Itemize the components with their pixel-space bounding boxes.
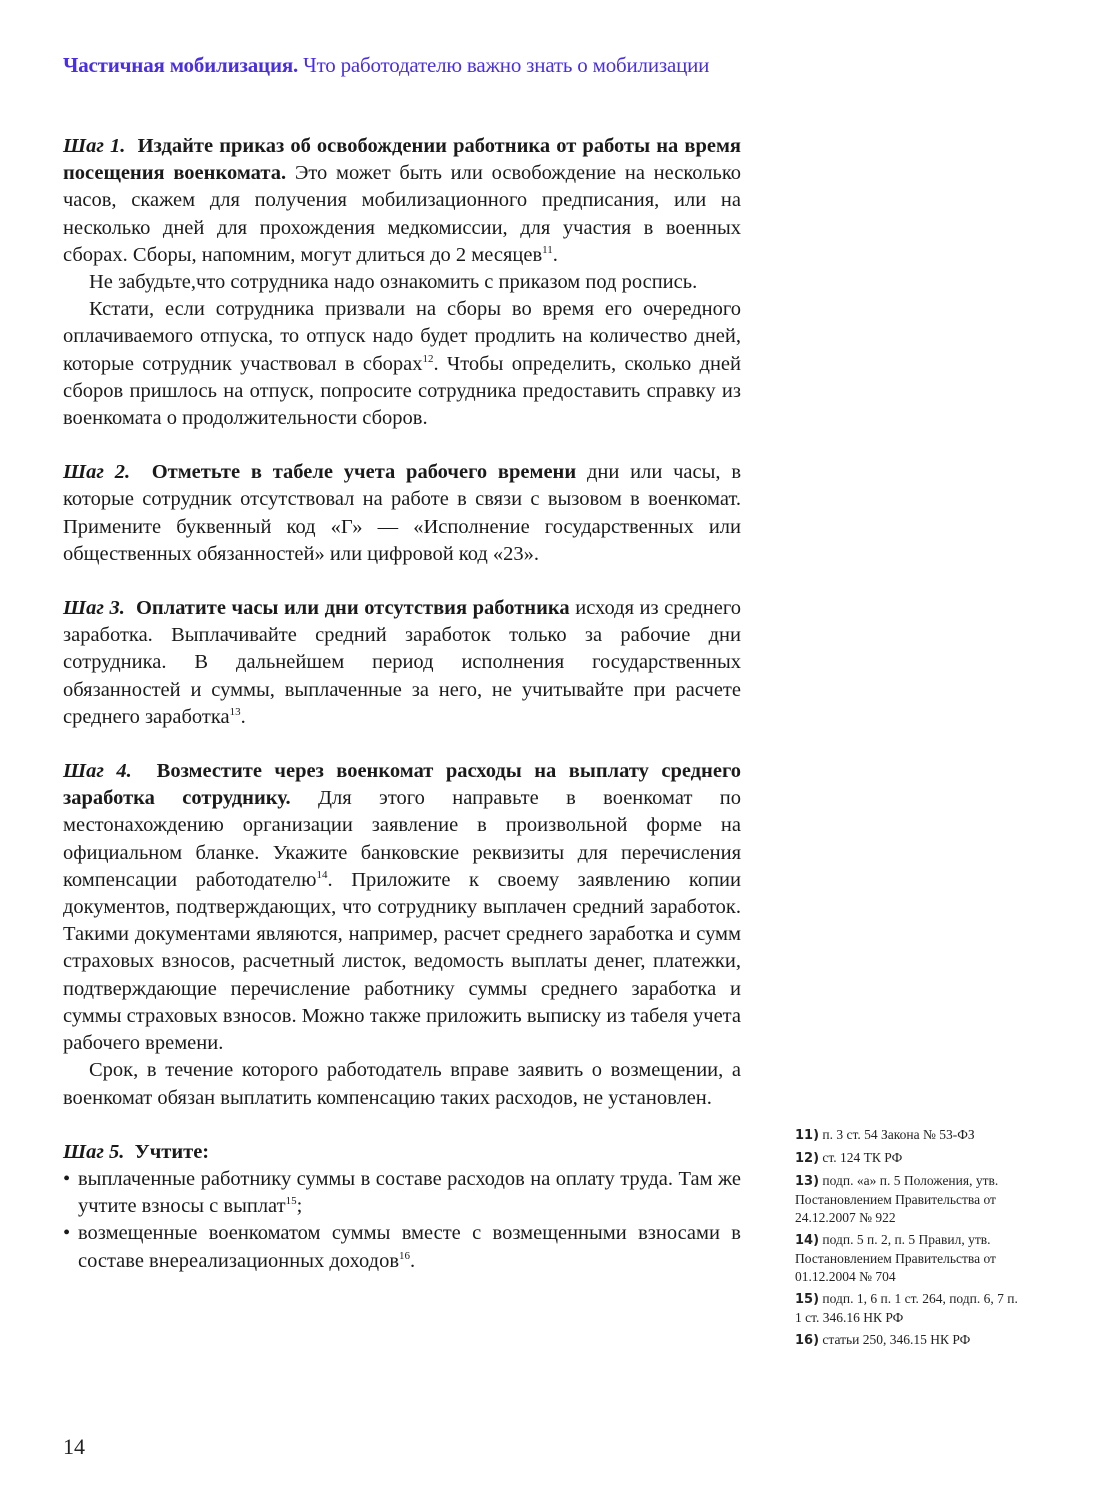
step-label: Шаг 5. — [63, 1140, 125, 1163]
footnote-ref[interactable]: 16 — [399, 1249, 411, 1262]
step-1-note: Не забудьте,что сотрудника надо ознакомить с приказом под роспись. — [89, 271, 698, 294]
main-text-column — [63, 133, 741, 1302]
footnote-ref[interactable]: 11 — [542, 243, 553, 256]
step-4-paragraph: Шаг 4. Возместите через военкомат расходы на выплату среднего заработка сотруднику. Для этого направьте в военкомат по местонахождению организации заявление в произвольной форме на официальном бланке. Укажите банковские реквизиты для перечисления компенсации работодателю$^{14}$. Приложите к своему заявлению копии документов, подтверждающих, что сотруднику выплачен средний заработок. Такими документами являются, например, расчет среднего заработка и сумм страховых взносов, расчетный листок, ведомость выплаты денег, платежки, подтверждающие перечисление работнику суммы среднего заработка и суммы страховых взносов. Можно также приложить выписку из табеля учета рабочего времени. — [63, 760, 742, 1055]
step-body: Для этого направьте в военкомат по местонахождению организации заявление в произвольной форме на официальном бланке. Укажите банковские реквизиты для перечисления компенсации работодателю — [63, 787, 742, 891]
list-item: • выплаченные работнику суммы в составе расходов на оплату труда. Там же учтите взносы с выплат$^{15}$; — [63, 1166, 741, 1220]
footnote-12: 12) ст. 124 ТК РФ — [795, 1150, 903, 1166]
step-label: Шаг 4. — [63, 760, 132, 783]
step-5-heading — [63, 1139, 741, 1166]
footnote-16: 16) статьи 250, 346.15 НК РФ — [795, 1332, 971, 1348]
footnote-ref[interactable]: 13 — [229, 705, 241, 718]
footnote-ref[interactable]: 15 — [285, 1195, 297, 1208]
footnote-ref[interactable]: 12 — [422, 352, 434, 365]
running-header — [63, 53, 709, 78]
step-body: Это может быть или освобождение на несколько часов, скажем для получения мобилизационного предписания, или на несколько дней для прохождения медкомиссии, для участия в военных сборах. Сборы, напомним, могут длиться до 2 месяцев — [63, 162, 741, 266]
step-2 — [63, 459, 741, 568]
step-4 — [63, 758, 741, 1112]
step-title: Отметьте в табеле учета рабочего времени — [151, 461, 577, 484]
step-title: Учтите: — [134, 1140, 210, 1163]
step-1 — [63, 133, 741, 432]
step-5 — [63, 1139, 741, 1275]
step-2-paragraph — [63, 459, 741, 568]
footnote-11: 11) п. 3 ст. 54 Закона № 53-ФЗ — [795, 1127, 975, 1143]
step-3 — [63, 595, 741, 731]
step-title: Издайте приказ об освобождении работника от работы на время посещения военкомата. — [63, 135, 742, 185]
footnote-15: 15) подп. 1, 6 п. 1 ст. 264, подп. 6, 7 п. 1 ст. 346.16 НК РФ — [795, 1291, 1018, 1325]
step-1-paragraph: Шаг 1. Издайте приказ об освобождении работника от работы на время посещения военкомата. Это может быть или освобождение на несколько часов, скажем для получения мобилизационного предписания, или на несколько дней для прохождения медкомиссии, для участия в военных сборах. Сборы, напомним, могут длиться до 2 месяцев$^{11}$. — [63, 135, 742, 266]
step-3-paragraph: Шаг 3. Оплатите часы или дни отсутствия работника исходя из среднего заработка. Выплачивайте средний заработок только за рабочие дни сотрудника. В дальнейшем период исполнения государственных обязанностей и суммы, выплаченные за него, не учитывайте при расчете среднего заработка$^{13}$. — [63, 597, 742, 728]
step-1-vacation-note: Кстати, если сотрудника призвали на сборы во время его очередного оплачиваемого отпуска, то отпуск надо будет продлить на количество дней, которые сотрудник участвовал в сборах$^{12}$. Чтобы определить, сколько дней сборов пришлось на отпуск, попросите сотрудника предоставить справку из военкомата о продолжительности сборов. — [63, 298, 741, 430]
step-4-deadline-note: Срок, в течение которого работодатель вправе заявить о возмещении, а военкомат обязан выплатить компенсацию таких расходов, не установлен. — [63, 1059, 741, 1109]
step-title: Оплатите часы или дни отсутствия работника — [135, 597, 570, 620]
step-body: дни или часы, в которые сотрудник отсутствовал на работе в связи с вызовом в военкомат. Примените буквенный код «Г» — «Исполнение государственных или общественных обязанностей» или цифровой код «23». — [63, 461, 742, 565]
footnote-14: 14) подп. 5 п. 2, п. 5 Правил, утв. Постановлением Правительства от 01.12.2004 № 704 — [795, 1232, 996, 1284]
header-document-title: Что работодателю важно знать о мобилизации — [303, 53, 710, 77]
list-item: • возмещенные военкоматом суммы вместе с возмещенными взносами в составе внереализационных доходов$^{16}$. — [63, 1220, 741, 1274]
page-number: 14 — [63, 1434, 85, 1459]
footnote-13: 13) подп. «а» п. 5 Положения, утв. Постановлением Правительства от 24.12.2007 № 922 — [795, 1173, 999, 1225]
step-5-list — [63, 1166, 741, 1275]
step-body: исходя из среднего заработка. Выплачивайте средний заработок только за рабочие дни сотрудника. В дальнейшем период исполнения государственных обязанностей и суммы, выплаченные за него, не учитывайте при расчете среднего заработка — [63, 597, 742, 728]
step-label: Шаг 1. — [63, 135, 126, 157]
step-label: Шаг 3. — [63, 597, 125, 620]
step-label: Шаг 2. — [63, 461, 131, 484]
footnotes-column — [795, 1126, 1025, 1354]
header-section-title: Частичная мобилизация. — [63, 53, 299, 77]
footnote-ref[interactable]: 14 — [316, 868, 328, 881]
step-title: Возместите через военкомат расходы на выплату среднего заработка сотруднику. — [63, 760, 742, 810]
